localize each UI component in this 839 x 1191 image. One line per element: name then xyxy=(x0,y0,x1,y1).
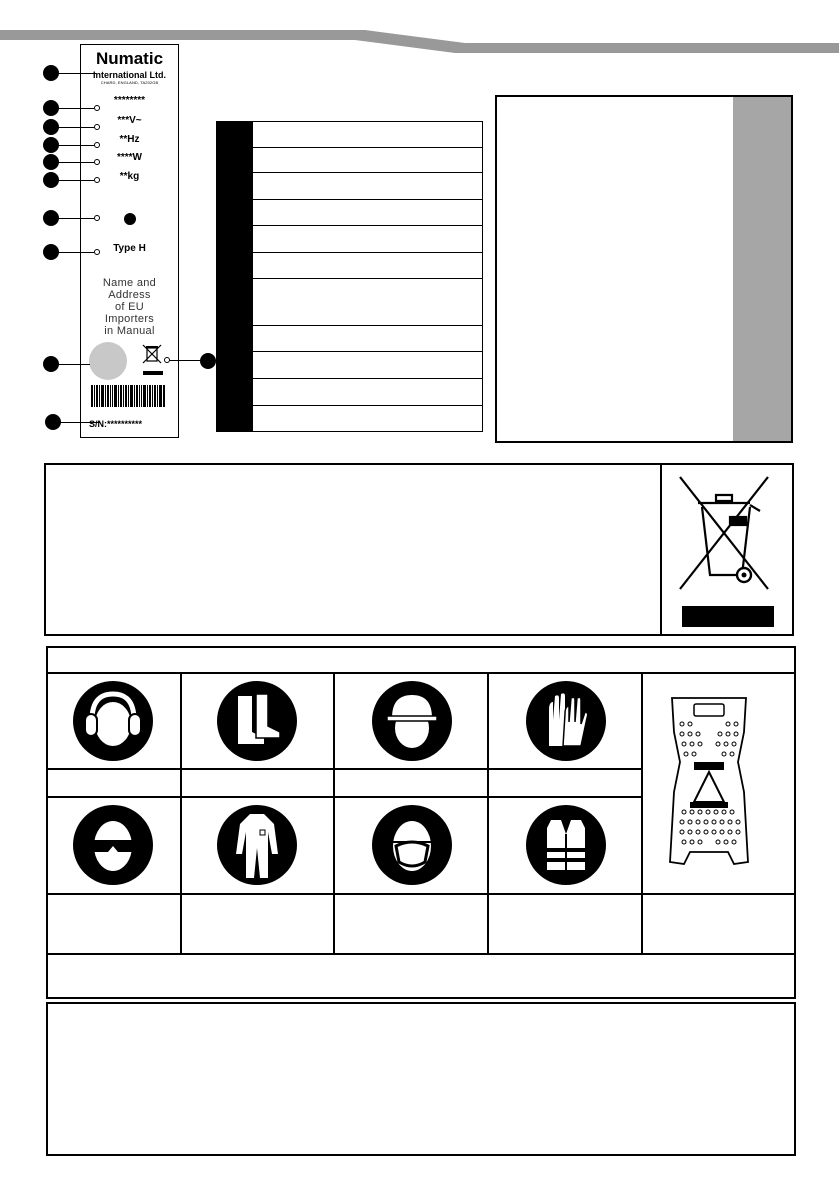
callout-ring-4 xyxy=(94,142,100,148)
key-table-row-line xyxy=(253,325,482,326)
key-table-row-line xyxy=(253,378,482,379)
callout-badge-10 xyxy=(45,414,61,430)
callout-badge-3 xyxy=(43,119,59,135)
callout-leader-9 xyxy=(58,364,90,365)
weee-divider xyxy=(660,465,662,634)
ppe-row-rule xyxy=(48,953,794,955)
key-table-row-line xyxy=(253,147,482,148)
barcode xyxy=(91,385,165,407)
ppe-grid xyxy=(46,646,796,999)
header-band-right xyxy=(455,43,839,53)
class-symbol-dot xyxy=(124,213,136,225)
key-table-row-line xyxy=(253,278,482,279)
plate-serial: S/N:********** xyxy=(89,419,143,429)
ear-protection-icon xyxy=(72,680,154,762)
callout-badge-11 xyxy=(200,353,216,369)
key-table-row-line xyxy=(253,225,482,226)
key-table-row-line xyxy=(253,199,482,200)
plate-power: ****W xyxy=(116,152,142,163)
plate-weight: **kg xyxy=(119,171,140,182)
callout-badge-2 xyxy=(43,100,59,116)
callout-ring-3 xyxy=(94,124,100,130)
ppe-col-rule xyxy=(333,672,335,953)
header-band-slope xyxy=(355,30,465,54)
callout-leader-3 xyxy=(58,127,94,128)
plate-model-code: ******** xyxy=(113,95,146,106)
callout-leader-10 xyxy=(60,422,100,423)
callout-leader-5 xyxy=(58,162,94,163)
caution-sign-board-icon xyxy=(664,692,754,882)
importers-note: Name and Address of EU Importers in Manual xyxy=(102,277,157,337)
plate-voltage: ***V~ xyxy=(117,115,142,126)
callout-ring-7 xyxy=(94,215,100,221)
key-table-row-line xyxy=(253,351,482,352)
callout-leader-4 xyxy=(58,145,94,146)
mini-weee-bar xyxy=(143,371,163,375)
callout-ring-5 xyxy=(94,159,100,165)
callout-ring-8 xyxy=(94,249,100,255)
plate-company: International Ltd. xyxy=(93,70,166,80)
key-table xyxy=(216,121,483,432)
ppe-row-rule xyxy=(48,796,642,798)
callout-ring-2 xyxy=(94,105,100,111)
gloves-icon xyxy=(525,680,607,762)
info-box xyxy=(495,95,793,443)
overalls-icon xyxy=(216,804,298,886)
plate-brand: Numatic xyxy=(95,49,164,68)
ppe-header-rule xyxy=(48,672,794,674)
callout-badge-5 xyxy=(43,154,59,170)
callout-badge-1 xyxy=(43,65,59,81)
callout-badge-7 xyxy=(43,210,59,226)
eye-protection-icon xyxy=(72,804,154,886)
dust-mask-icon xyxy=(371,804,453,886)
ppe-row-rule xyxy=(48,893,794,895)
key-table-row-line xyxy=(253,252,482,253)
key-table-row-line xyxy=(253,172,482,173)
plate-address: CHARD, ENGLAND, TA202GB xyxy=(100,80,159,85)
plate-frequency: **Hz xyxy=(119,134,140,145)
key-table-row-line xyxy=(253,405,482,406)
callout-badge-8 xyxy=(43,244,59,260)
info-box-grey-stripe xyxy=(733,97,791,441)
callout-badge-9 xyxy=(43,356,59,372)
callout-leader-8 xyxy=(58,252,94,253)
key-table-spine xyxy=(217,122,253,431)
weee-black-bar xyxy=(682,606,774,627)
callout-leader-6 xyxy=(58,180,94,181)
ppe-col-rule xyxy=(641,672,643,953)
hard-hat-icon xyxy=(371,680,453,762)
ppe-row-rule xyxy=(48,768,642,770)
callout-leader-7 xyxy=(58,218,94,219)
header-band-left xyxy=(0,30,360,40)
callout-leader-11 xyxy=(170,360,200,361)
hi-vis-vest-icon xyxy=(525,804,607,886)
weee-box xyxy=(44,463,794,636)
callout-leader-1 xyxy=(58,73,96,74)
safety-boots-icon xyxy=(216,680,298,762)
bottom-notes-box xyxy=(46,1002,796,1156)
ppe-col-rule xyxy=(180,672,182,953)
crossed-out-wheelie-bin-icon xyxy=(676,475,772,593)
rating-plate xyxy=(80,44,179,438)
callout-leader-2 xyxy=(58,108,94,109)
grey-circle-mark xyxy=(89,342,127,380)
callout-ring-6 xyxy=(94,177,100,183)
callout-badge-6 xyxy=(43,172,59,188)
callout-badge-4 xyxy=(43,137,59,153)
mini-weee-bin-icon xyxy=(141,343,163,365)
plate-type: Type H xyxy=(113,243,146,254)
ppe-col-rule xyxy=(487,672,489,953)
